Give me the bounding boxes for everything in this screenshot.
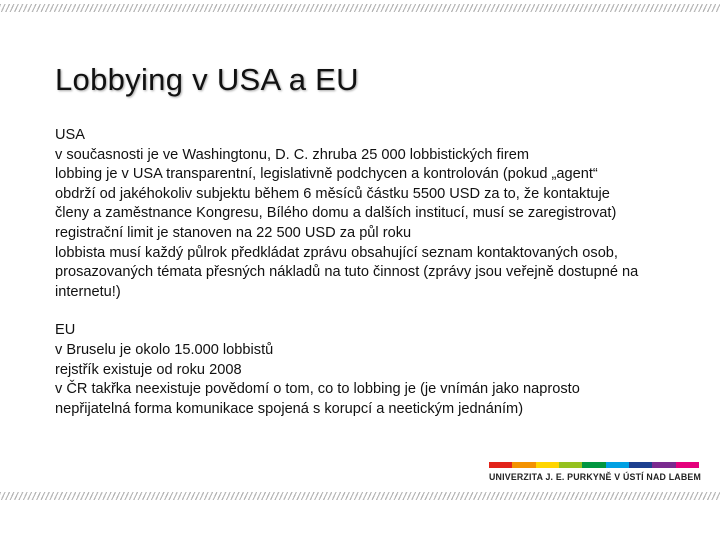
usa-line: obdrží od jakéhokoliv subjektu během 6 měsíců částku 5500 USD za to, že kontaktuje: [55, 185, 610, 202]
slide-title: Lobbying v USA a EU: [55, 62, 359, 97]
university-logo-stripes: [489, 462, 699, 468]
eu-section: [55, 321, 705, 419]
logo-stripe: [629, 462, 652, 468]
usa-line: v současnosti je ve Washingtonu, D. C. zhruba 25 000 lobbistických firem: [55, 146, 529, 163]
eu-heading: EU: [55, 322, 76, 339]
top-hatch-border: [0, 4, 720, 12]
logo-stripe: [489, 462, 512, 468]
logo-stripe: [536, 462, 559, 468]
logo-stripe: [582, 462, 605, 468]
logo-stripe: [512, 462, 535, 468]
usa-heading: USA: [55, 127, 86, 143]
eu-line: rejstřík existuje od roku 2008: [55, 361, 242, 378]
usa-line: členy a zaměstnance Kongresu, Bílého domu a dalších institucí, musí se zaregistrovat): [55, 205, 617, 222]
logo-stripe: [676, 462, 699, 468]
university-logo: UNIVERZITA J. E. PURKYNĚ V ÚSTÍ NAD LABEM: [489, 472, 702, 482]
bottom-hatch-border: [0, 492, 720, 500]
slide-body: [55, 126, 705, 419]
usa-line: lobbing je v USA transparentní, legislativně podchycen a kontrolován (pokud „agent“: [55, 166, 598, 183]
eu-line: nepřijatelná forma komunikace spojená s korupcí a neetickým jednáním): [55, 400, 524, 417]
usa-line: registrační limit je stanoven na 22 500 USD za půl roku: [55, 224, 412, 241]
logo-stripe: [652, 462, 675, 468]
usa-line: prosazovaných témata přesných nákladů na tuto činnost (zprávy jsou veřejně dostupné na: [55, 264, 639, 281]
eu-line: v Bruselu je okolo 15.000 lobbistů: [55, 341, 274, 358]
logo-stripe: [559, 462, 582, 468]
usa-line: lobbista musí každý půlrok předkládat zprávu obsahující seznam kontaktovaných osob,: [55, 244, 618, 261]
usa-line: internetu!): [55, 283, 121, 300]
usa-section: [55, 126, 705, 302]
eu-line: v ČR takřka neexistuje povědomí o tom, co to lobbing je (je vnímán jako naprosto: [55, 381, 580, 398]
logo-stripe: [606, 462, 629, 468]
